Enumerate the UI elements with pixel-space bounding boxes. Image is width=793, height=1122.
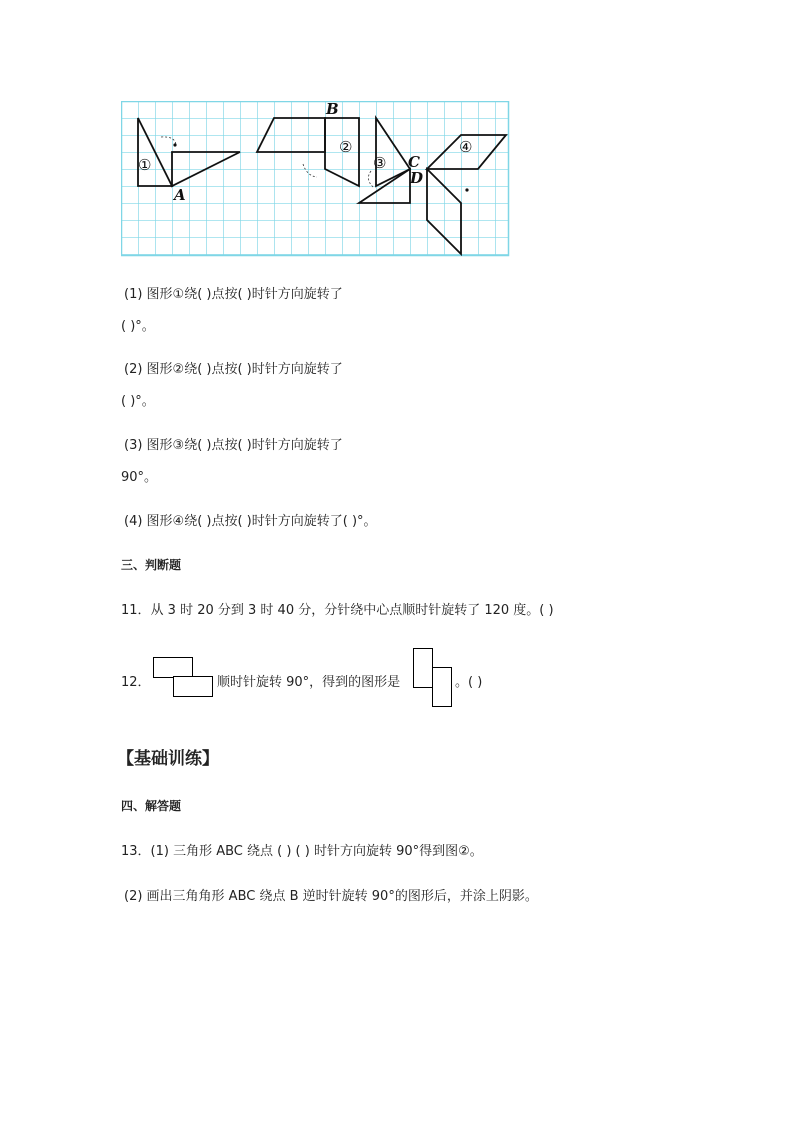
point-a-label: A [174, 186, 186, 204]
sub-question-3-line2: 90°。 [121, 470, 158, 485]
question-11: 11．从 3 时 20 分到 3 时 40 分，分针绕中心点顺时针旋转了 120 度。( ) [121, 603, 554, 618]
q12-original-rect-top [153, 657, 193, 678]
sub-question-1-line2: ( )°。 [121, 319, 155, 334]
question-13-part2: (2) 画出三角角形 ABC 绕点 B 逆时针旋转 90°的图形后，并涂上阴影。 [124, 889, 538, 904]
section-3-title: 三、判断题 [121, 558, 182, 572]
question-12-middle: 顺时针旋转 90°，得到的图形是 [217, 675, 401, 690]
point-b-label: B [326, 101, 339, 118]
rotation-grid-figure [121, 101, 511, 259]
point-c-label: C [408, 153, 420, 171]
question-12-prefix: 12． [121, 675, 151, 690]
sub-question-1-line1: (1) 图形①绕( )点按( )时针方向旋转了 [124, 287, 343, 302]
shape-3-label: ③ [373, 154, 387, 172]
section-4-title: 四、解答题 [121, 799, 182, 813]
shape-4-label: ④ [459, 138, 473, 156]
point-d-label: D [410, 169, 424, 187]
sub-question-2-line2: ( )°。 [121, 394, 155, 409]
shape-2-label: ② [339, 138, 353, 156]
question-13-part1: 13．(1) 三角形 ABC 绕点 ( ) ( ) 时针方向旋转 90°得到图②。 [121, 844, 483, 859]
sub-question-3-line1: (3) 图形③绕( )点按( )时针方向旋转了 [124, 438, 343, 453]
q12-result-rect-right [432, 667, 452, 707]
shape-1-label: ① [138, 156, 152, 174]
q12-result-rect-left [413, 648, 433, 688]
sub-question-2-line1: (2) 图形②绕( )点按( )时针方向旋转了 [124, 362, 343, 377]
basic-training-heading: 【基础训练】 [117, 749, 219, 769]
question-12-suffix: 。( ) [455, 675, 483, 690]
q12-original-rect-bottom [173, 676, 213, 697]
sub-question-4-line1: (4) 图形④绕( )点按( )时针方向旋转了( )°。 [124, 514, 377, 529]
